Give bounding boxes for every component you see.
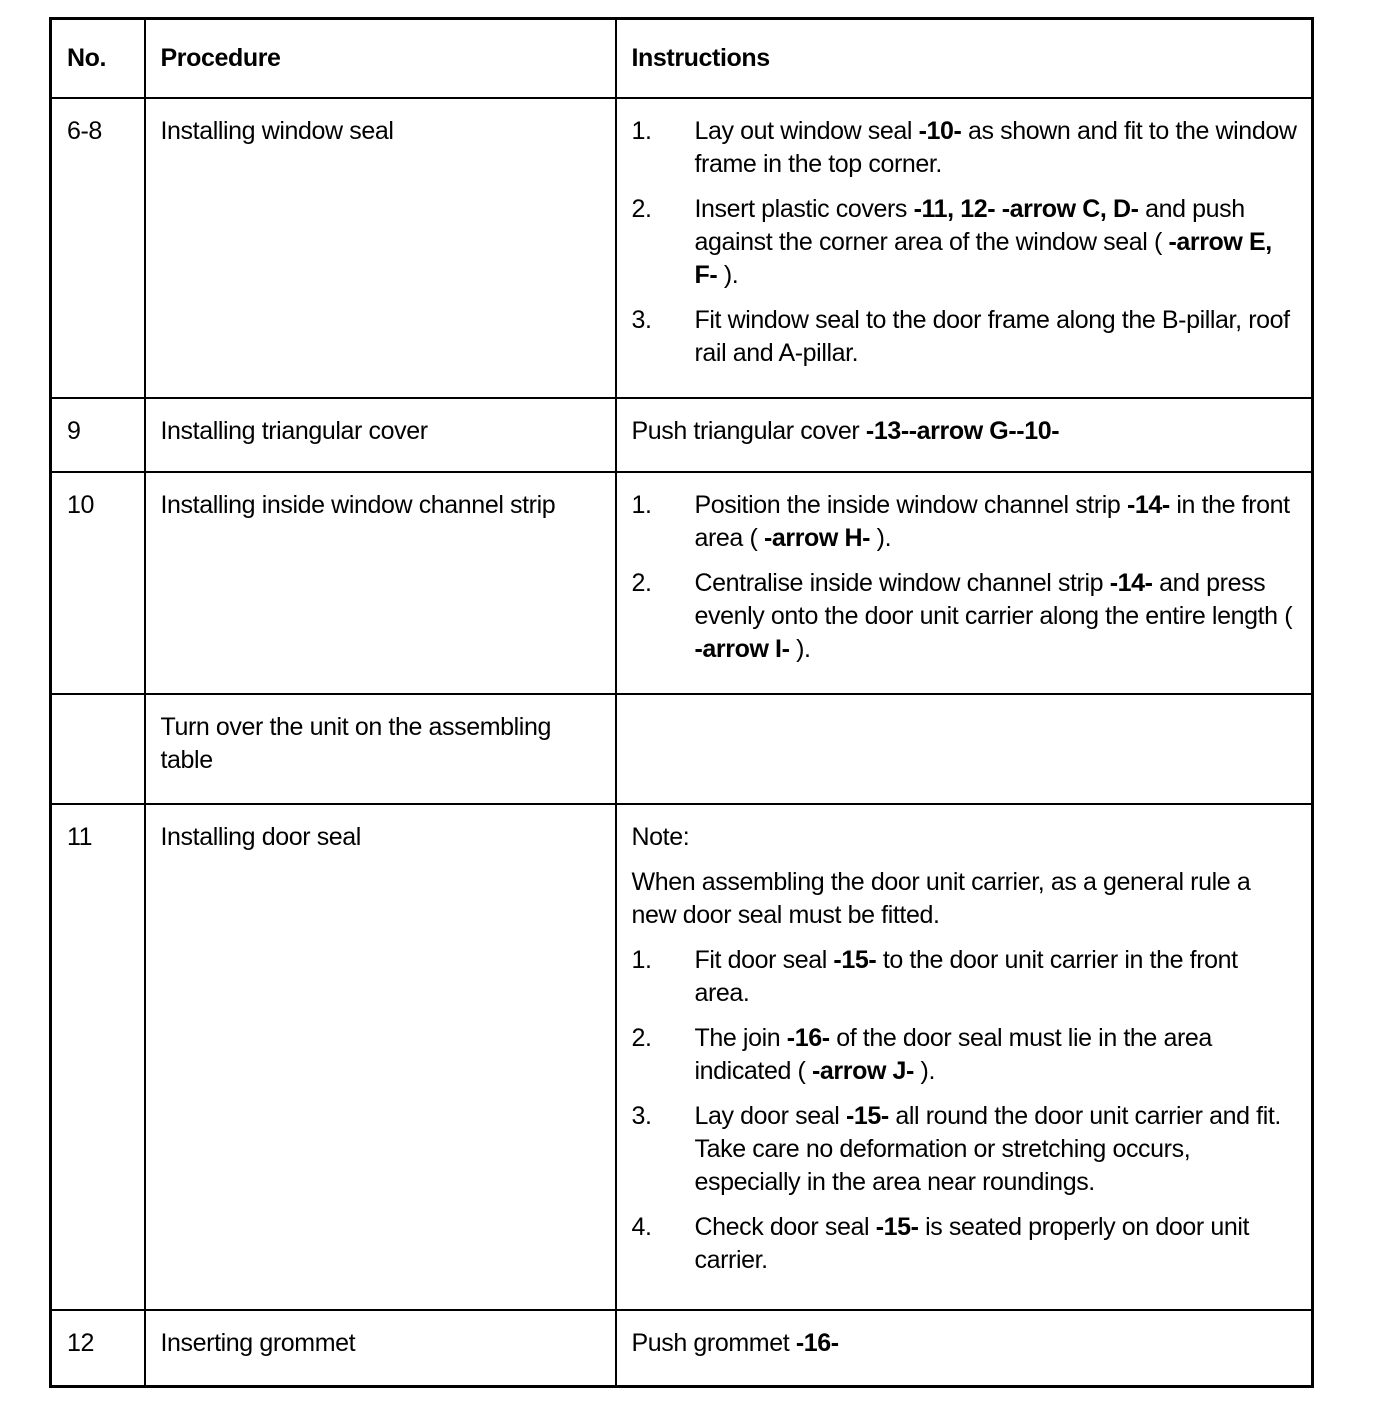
instruction-step <box>632 1022 1298 1088</box>
procedure-table <box>49 17 1314 1388</box>
instruction-paragraph <box>632 1327 1298 1360</box>
text-run: Lay out window seal <box>694 117 919 145</box>
text-run: of the door seal must lie in the area indicated ( <box>694 1024 1212 1085</box>
row-procedure: Turn over the unit on the assembling table <box>145 694 616 804</box>
row-number: 9 <box>51 398 145 472</box>
row-procedure: Installing door seal <box>145 804 616 1310</box>
step-number: 3. <box>631 1102 652 1130</box>
step-number: 2. <box>631 195 652 223</box>
bold-reference: -arrow J- <box>812 1057 914 1085</box>
instruction-step <box>632 944 1298 1010</box>
column-header-procedure: Procedure <box>145 19 616 99</box>
step-text <box>695 489 1298 555</box>
step-number: 1. <box>631 117 652 145</box>
bold-reference: -16- <box>795 1329 839 1357</box>
text-run: Push grommet <box>631 1329 796 1357</box>
step-text <box>695 115 1298 181</box>
instruction-step <box>632 1211 1298 1277</box>
row-number: 10 <box>51 472 145 694</box>
instruction-paragraph <box>632 821 1298 854</box>
bold-reference: -15- <box>845 1102 889 1130</box>
bold-reference: -14- <box>1126 491 1170 519</box>
row-procedure: Installing inside window channel strip <box>145 472 616 694</box>
step-text <box>695 1022 1298 1088</box>
bold-reference: -arrow I- <box>694 635 790 663</box>
row-number: 6-8 <box>51 98 145 398</box>
instruction-step <box>632 567 1298 666</box>
row-procedure: Inserting grommet <box>145 1310 616 1387</box>
text-run: Centralise inside window channel strip <box>694 569 1110 597</box>
text-run: Insert plastic covers <box>694 195 914 223</box>
text-run: Note: <box>631 823 690 851</box>
row-number: 11 <box>51 804 145 1310</box>
table-row <box>51 472 1313 694</box>
row-number <box>51 694 145 804</box>
text-run: When assembling the door unit carrier, as a general rule a new door seal must be fitted. <box>631 868 1251 929</box>
step-number: 4. <box>631 1213 652 1241</box>
row-procedure: Installing triangular cover <box>145 398 616 472</box>
text-run: The join <box>694 1024 787 1052</box>
step-text <box>695 1100 1298 1199</box>
instruction-paragraph <box>632 866 1298 932</box>
step-text <box>695 567 1298 666</box>
text-run: and press evenly onto the door unit carrier along the entire length ( <box>694 569 1293 630</box>
step-text <box>695 1211 1298 1277</box>
row-instructions <box>616 398 1313 472</box>
step-number: 3. <box>631 306 652 334</box>
text-run: Push triangular cover <box>631 417 866 445</box>
step-number: 1. <box>631 946 652 974</box>
instruction-step <box>632 489 1298 555</box>
bold-reference: -16- <box>786 1024 830 1052</box>
table-row <box>51 804 1313 1310</box>
text-run: ). <box>913 1057 936 1085</box>
column-header-no: No. <box>51 19 145 99</box>
instruction-paragraph <box>632 415 1298 448</box>
text-run: ). <box>870 524 892 552</box>
bold-reference: -15- <box>875 1213 919 1241</box>
bold-reference: -arrow C, D- <box>1001 195 1139 223</box>
text-run: Lay door seal <box>694 1102 846 1130</box>
text-run: to the door unit carrier in the front area. <box>694 946 1238 1007</box>
bold-reference: -10- <box>918 117 962 145</box>
bold-reference: -arrow H- <box>763 524 871 552</box>
instruction-step <box>632 115 1298 181</box>
instruction-step <box>632 304 1298 370</box>
text-run: all round the door unit carrier and fit. Take care no deformation or stretching occurs, especially in the area near roundings. <box>694 1102 1281 1196</box>
bold-reference: -13--arrow G--10- <box>865 417 1060 445</box>
bold-reference: -15- <box>833 946 877 974</box>
row-instructions <box>616 472 1313 694</box>
text-run: and push against the corner area of the window seal ( <box>694 195 1245 256</box>
row-number: 12 <box>51 1310 145 1387</box>
row-instructions <box>616 98 1313 398</box>
table-row <box>51 694 1313 804</box>
text-run: Fit window seal to the door frame along the B-pillar, roof rail and A-pillar. <box>694 306 1290 367</box>
text-run: as shown and fit to the window frame in the top corner. <box>694 117 1297 178</box>
step-number: 2. <box>631 569 652 597</box>
column-header-instructions: Instructions <box>616 19 1313 99</box>
row-instructions <box>616 1310 1313 1387</box>
bold-reference: -14- <box>1109 569 1153 597</box>
row-procedure: Installing window seal <box>145 98 616 398</box>
text-run: ). <box>789 635 811 663</box>
text-run: in the front area ( <box>694 491 1290 552</box>
bold-reference: -arrow E, F- <box>694 228 1272 289</box>
instruction-step <box>632 1100 1298 1199</box>
step-number: 1. <box>631 491 652 519</box>
step-text <box>695 944 1298 1010</box>
row-instructions <box>616 694 1313 804</box>
bold-reference: -11, 12- <box>913 195 996 223</box>
text-run: Fit door seal <box>694 946 834 974</box>
text-run: Position the inside window channel strip <box>694 491 1127 519</box>
table-row <box>51 1310 1313 1387</box>
text-run: ). <box>717 261 739 289</box>
step-text <box>695 193 1298 292</box>
step-text <box>695 304 1298 370</box>
table-row <box>51 98 1313 398</box>
instruction-step <box>632 193 1298 292</box>
text-run: is seated properly on door unit carrier. <box>694 1213 1250 1274</box>
step-number: 2. <box>631 1024 652 1052</box>
row-instructions <box>616 804 1313 1310</box>
table-row <box>51 398 1313 472</box>
table-header-row <box>51 19 1313 99</box>
text-run: Check door seal <box>694 1213 876 1241</box>
